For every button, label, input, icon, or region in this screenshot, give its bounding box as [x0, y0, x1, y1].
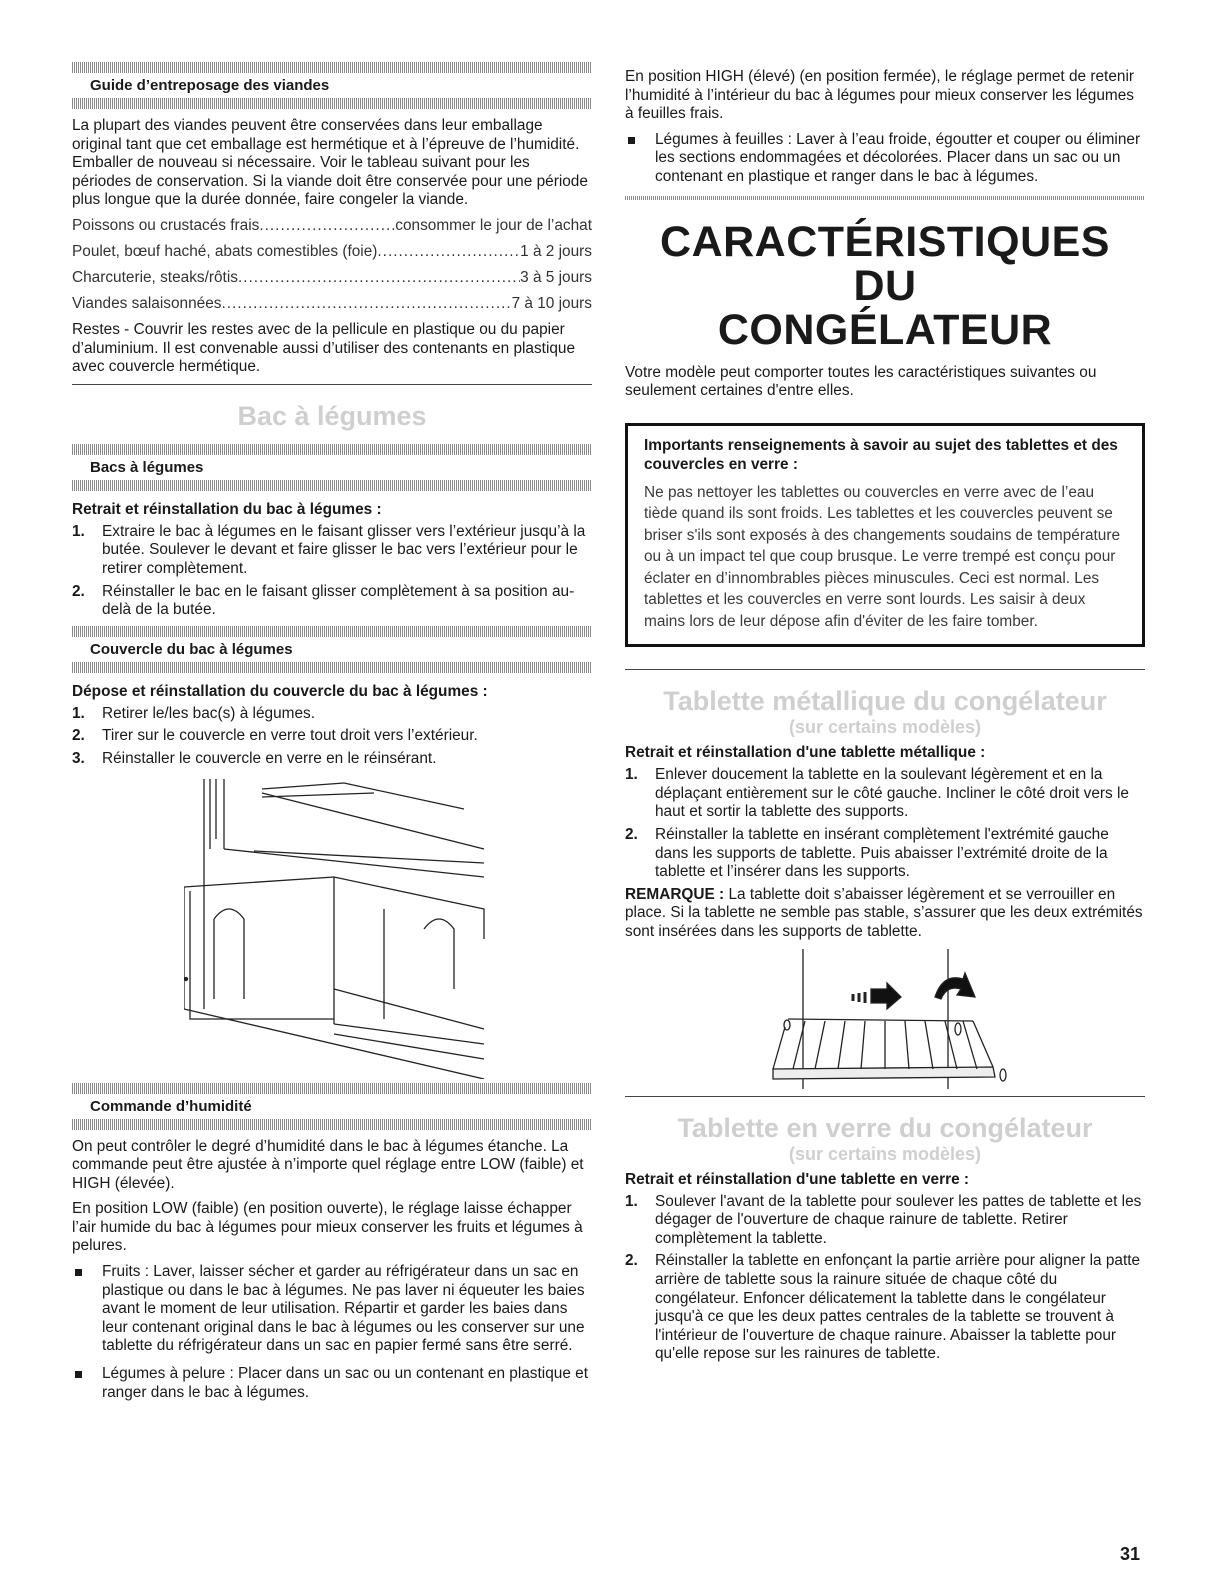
- step-text: Enlever doucement la tablette en la soulevant légèrement et en la déplaçant entièrement sur le côté gauche. Incliner le côté droit vers le haut et sortir la tablette des supports.: [655, 766, 1129, 821]
- freezer-title-line-1: CARACTÉRISTIQUES DU: [660, 217, 1110, 310]
- storage-row: [72, 269, 592, 287]
- dot-leader: [238, 269, 520, 287]
- section-rule: [72, 1119, 592, 1130]
- storage-item-label: Viandes salaisonnées: [72, 294, 222, 312]
- section-rule: [72, 444, 592, 455]
- meat-guide-intro: La plupart des viandes peuvent être conservées dans leur emballage original tant que cet emballage est hermétique et à l’épreuve de l’humidité. Emballer de nouveau si nécessaire. Voir le tableau suivant pour les périodes de conservation. Si la viande doit être conservée pour une période plus longue que la durée donnée, faire congeler la viande.: [72, 117, 588, 209]
- humidity-para-3: En position HIGH (élevé) (en position fermée), le réglage permet de retenir l’humidité à l’intérieur du bac à légumes pour mieux conserver les légumes à feuilles frais.: [625, 68, 1134, 123]
- step-text: Réinstaller le bac en le faisant glisser complètement à sa position au-delà de la butée.: [102, 582, 575, 619]
- divider: [72, 384, 592, 385]
- step-text: Soulever l'avant de la tablette pour soulever les pattes de tablette et les dégager de l'ouverture de chaque rainure de tablette. Retirer complètement la tablette.: [655, 1192, 1142, 1247]
- storage-item-label: Charcuterie, steaks/rôtis: [72, 268, 238, 286]
- step-item: [72, 727, 592, 746]
- freezer-intro: Votre modèle peut comporter toutes les caractéristiques suivantes ou seulement certaines d'entre elles.: [625, 363, 1097, 400]
- glass-removal-steps: [625, 1193, 1145, 1364]
- humidity-bullets-2: [625, 131, 1145, 187]
- metal-note: [625, 886, 1145, 942]
- cover-removal-title: Dépose et réinstallation du couvercle du bac à légumes :: [72, 682, 488, 700]
- step-text: Retirer le/les bac(s) à légumes.: [102, 704, 315, 722]
- section-rule: [625, 196, 1145, 200]
- divider: [625, 1096, 1145, 1097]
- section-rule: [72, 62, 592, 73]
- storage-item-duration: 3 à 5 jours: [520, 268, 592, 286]
- bullet-text: Fruits : Laver, laisser sécher et garder au réfrigérateur dans un sac en plastique ou dans le bac à légumes. Ne pas laver ni équeuter les baies avant le moment de leur utilisation. Répartir et garder les baies dans leur contenant original dans le bac à légumes ou les conserver sur une tablette du réfrigérateur dans un sac en papier fermé sans être serré.: [102, 1263, 585, 1355]
- humidity-bullets: [72, 1263, 592, 1402]
- section-rule: [72, 626, 592, 637]
- step-text: Extraire le bac à légumes en le faisant glisser vers l’extérieur jusqu’à la butée. Soulever le devant et faire glisser le bac vers l’extérieur pour le retirer complètement.: [102, 522, 586, 577]
- humidity-header: Commande d’humidité: [90, 1097, 252, 1115]
- right-column: [625, 68, 1145, 1368]
- bullet-square-icon: [625, 131, 655, 187]
- glass-warning-box: [625, 423, 1145, 648]
- bullet-item: [72, 1365, 592, 1402]
- glass-shelf-subtitle: (sur certains modèles): [788, 1143, 982, 1164]
- step-item: [72, 750, 592, 769]
- metal-shelf-subtitle: (sur certains modèles): [788, 717, 982, 738]
- step-item: [72, 705, 592, 724]
- freezer-title: [625, 217, 1145, 354]
- bullet-item: [625, 131, 1145, 187]
- bullet-square-icon: [72, 1263, 102, 1356]
- step-number: 2.: [72, 727, 85, 745]
- freezer-title-line-2: CONGÉLATEUR: [717, 305, 1053, 354]
- metal-removal-steps: [625, 766, 1145, 882]
- bullet-text: Légumes à feuilles : Laver à l’eau froide, égoutter et couper ou éliminer les sections endommagées et décolorées. Placer dans un sac ou un contenant en plastique et ranger dans le bac à légumes.: [655, 130, 1141, 185]
- bullet-text: Légumes à pelure : Placer dans un sac ou un contenant en plastique et ranger dans le bac à légumes.: [102, 1365, 588, 1401]
- warning-body: Ne pas nettoyer les tablettes ou couvercles en verre avec de l’eau tiède quand ils sont froids. Les tablettes et les couvercles peuvent se briser s'ils sont exposés à des changements soudains de température ou à un impact tel que coup brusque. Le verre trempé est conçu pour éclater en d’innombrables pièces minuscules. Ceci est normal. Les tablettes et les couvercles en verre sont lourds. Les saisir à deux mains lors de leur dépose afin d'éviter de les faire tomber.: [644, 483, 1121, 630]
- humidity-para-1: On peut contrôler le degré d’humidité dans le bac à légumes étanche. La commande peut être ajustée à n’importe quel réglage entre LOW (faible) et HIGH (élevée).: [72, 1137, 584, 1192]
- humidity-para-2: En position LOW (faible) (en position ouverte), le réglage laisse échapper l’air humide du bac à légumes pour mieux conserver les fruits et légumes à pelures.: [72, 1200, 583, 1255]
- storage-item-duration: consommer le jour de l’achat: [395, 216, 592, 234]
- metal-shelf-title: Tablette métallique du congélateur: [663, 686, 1107, 717]
- crisper-removal-title: Retrait et réinstallation du bac à légumes :: [72, 500, 382, 518]
- step-text: Réinstaller la tablette en enfonçant la partie arrière pour aligner la patte arrière de tablette sous la rainure située de chaque côté du congélateur. Enfoncer délicatement la tablette dans le congélateur jusqu'à ce que les deux pattes centrales de la tablette se trouvent à l'intérieur de l'ouverture de chaque rainure. Abaisser la tablette pour qu'elle repose sur les rainures de tablette.: [655, 1252, 1141, 1363]
- crisper-illustration: [184, 779, 494, 1079]
- warning-heading: Importants renseignements à savoir au sujet des tablettes et des couvercles en verre :: [644, 436, 1118, 473]
- step-text: Réinstaller la tablette en insérant complètement l'extrémité gauche dans les supports de tablette. Puis abaisser l’extrémité droite de la tablette et l’insérer dans les supports.: [655, 826, 1109, 881]
- step-item: [72, 523, 592, 579]
- section-rule: [72, 480, 592, 491]
- step-number: 2.: [625, 826, 638, 844]
- section-rule: [72, 662, 592, 673]
- storage-item-duration: 7 à 10 jours: [511, 294, 592, 312]
- metal-removal-title: Retrait et réinstallation d'une tablette métallique :: [625, 744, 986, 762]
- storage-row: [72, 243, 592, 261]
- step-item: [72, 583, 592, 620]
- leftovers-text: Restes - Couvrir les restes avec de la pellicule en plastique ou du papier d’aluminium. Il est convenable aussi d’utiliser des contenants en plastique avec couvercle hermétique.: [72, 320, 576, 376]
- note-label: REMARQUE :: [625, 885, 725, 903]
- left-column: [72, 62, 592, 1411]
- bins-header: Bacs à légumes: [90, 458, 204, 476]
- crisper-removal-steps: [72, 523, 592, 620]
- step-item: [625, 1252, 1145, 1364]
- step-number: 2.: [72, 582, 85, 600]
- note-text: La tablette doit s’abaisser légèrement et se verrouiller en place. Si la tablette ne semble pas stable, s’assurer que les deux extrémités sont insérées dans les supports de tablette.: [625, 885, 1143, 940]
- storage-item-label: Poulet, bœuf haché, abats comestibles (foie): [72, 242, 378, 260]
- step-item: [625, 826, 1145, 882]
- step-number: 1.: [72, 522, 85, 540]
- meat-storage-table: [72, 217, 592, 313]
- dot-leader: [377, 243, 520, 261]
- glass-shelf-title: Tablette en verre du congélateur: [677, 1112, 1093, 1143]
- cover-removal-steps: [72, 705, 592, 769]
- step-item: [625, 766, 1145, 822]
- dot-leader: [221, 295, 511, 313]
- storage-row: [72, 295, 592, 313]
- step-text: Réinstaller le couvercle en verre en le réinsérant.: [102, 749, 437, 767]
- section-rule: [72, 1083, 592, 1094]
- dot-leader: [259, 217, 395, 235]
- section-rule: [72, 98, 592, 109]
- step-number: 1.: [72, 704, 85, 722]
- crisper-section-title: Bac à légumes: [237, 400, 427, 431]
- step-number: 1.: [625, 1192, 638, 1210]
- step-item: [625, 1193, 1145, 1249]
- glass-removal-title: Retrait et réinstallation d'une tablette en verre :: [625, 1170, 970, 1188]
- page-number: 31: [1120, 1544, 1141, 1564]
- step-number: 3.: [72, 749, 85, 767]
- step-number: 2.: [625, 1252, 638, 1270]
- storage-item-duration: 1 à 2 jours: [520, 242, 592, 260]
- storage-row: [72, 217, 592, 235]
- meat-guide-header: Guide d’entreposage des viandes: [90, 77, 330, 94]
- bullet-item: [72, 1263, 592, 1356]
- step-text: Tirer sur le couvercle en verre tout droit vers l’extérieur.: [102, 727, 478, 745]
- wire-shelf-illustration: [763, 949, 1013, 1094]
- cover-header: Couvercle du bac à légumes: [90, 640, 293, 658]
- storage-item-label: Poissons ou crustacés frais: [72, 216, 260, 234]
- bullet-square-icon: [72, 1365, 102, 1402]
- divider: [625, 669, 1145, 670]
- step-number: 1.: [625, 766, 638, 784]
